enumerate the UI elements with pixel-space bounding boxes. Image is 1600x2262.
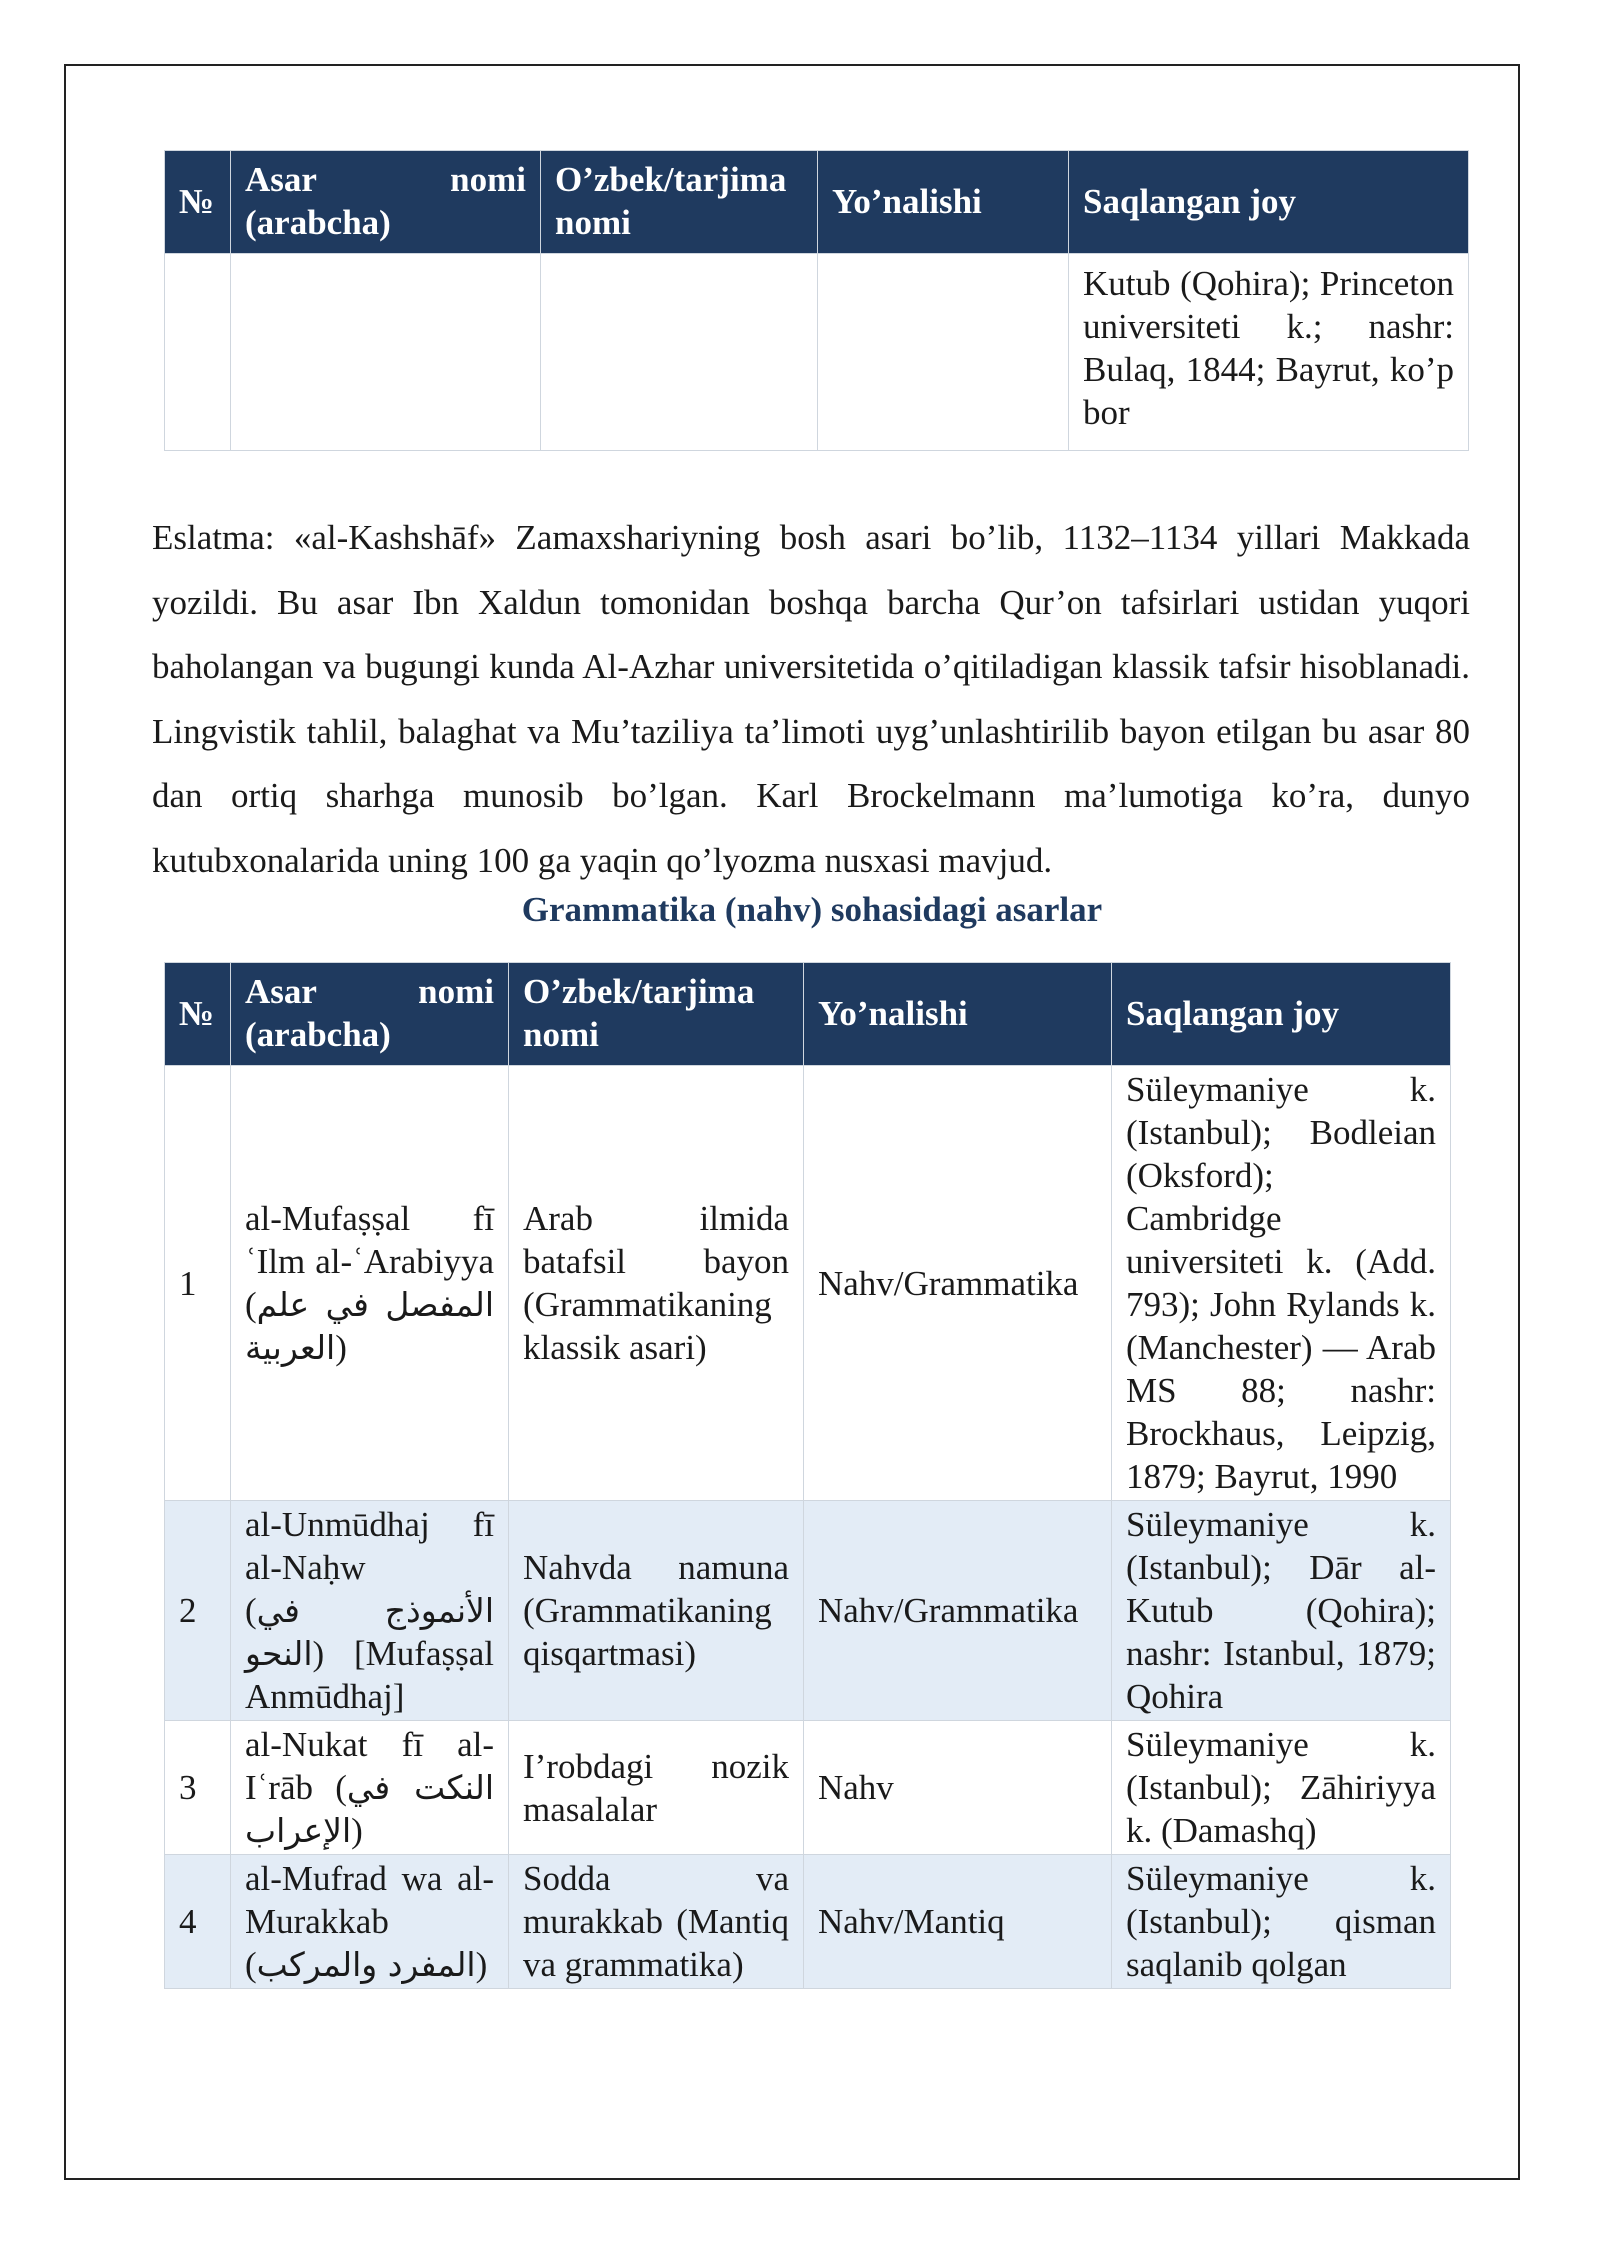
work-name-tail: ) [Mufaṣṣal Anmūdhaj]: [245, 1634, 494, 1716]
table-row: [165, 1066, 1451, 1501]
cell-location: Kutub (Qohira); Princeton universiteti k.; nashr: Bulaq, 1844; Bayrut, ko’p bor: [1069, 254, 1469, 451]
cell-number: 3: [165, 1721, 231, 1855]
cell-work-name: [231, 1066, 509, 1501]
col-header-number: №: [165, 151, 231, 254]
col-header-translation: O’zbek/tarjima nomi: [541, 151, 818, 254]
table-row: [165, 1855, 1451, 1989]
col-header-number: №: [165, 963, 231, 1066]
cell-work-name: [231, 1721, 509, 1855]
works-table-continued: [164, 150, 1469, 451]
work-name-tail: ): [351, 1811, 363, 1850]
cell-work-name: [231, 1501, 509, 1721]
cell-translation: I’robdagi nozik masalalar: [509, 1721, 804, 1855]
work-name-latin: al-Nukat fī al-Iʿrāb (: [245, 1725, 494, 1807]
table-row: [165, 254, 1469, 451]
col-header-location: Saqlangan joy: [1112, 963, 1451, 1066]
cell-direction: Nahv/Grammatika: [804, 1066, 1112, 1501]
work-name-arabic: الأنموذج في النحو: [245, 1591, 494, 1673]
work-name-latin: al-Mufrad wa al-Murakkab (: [245, 1859, 494, 1984]
table-row: [165, 1501, 1451, 1721]
cell-translation: Arab ilmida batafsil bayon (Grammatikaning klassik asari): [509, 1066, 804, 1501]
table-header-row: [165, 151, 1469, 254]
col-header-location: Saqlangan joy: [1069, 151, 1469, 254]
note-paragraph: Eslatma: «al-Kashshāf» Zamaxshariyning bosh asari bo’lib, 1132–1134 yillari Makkada yozildi. Bu asar Ibn Xaldun tomonidan boshqa barcha Qur’on tafsirlari ustidan yuqori baholangan va bugungi kunda Al-Azhar universitetida o’qitiladigan klassik tafsir hisoblanadi. Lingvistik tahlil, balaghat va Mu’taziliya ta’limoti uyg’unlashtirilib bayon etilgan bu asar 80 dan ortiq sharhga munosib bo’lgan. Karl Brockelmann ma’lumotiga ko’ra, dunyo kutubxonalarida uning 100 ga yaqin qo’lyozma nusxasi mavjud.: [152, 518, 1470, 880]
col-header-work-name: Asar nomi (arabcha): [231, 151, 541, 254]
cell-direction: Nahv: [804, 1721, 1112, 1855]
cell-location: Süleymaniye k. (Istanbul); Zāhiriyya k. (Damashq): [1112, 1721, 1451, 1855]
cell-translation: Nahvda namuna (Grammatikaning qisqartmasi): [509, 1501, 804, 1721]
cell-translation: [541, 254, 818, 451]
cell-number: 4: [165, 1855, 231, 1989]
cell-work-name: [231, 1855, 509, 1989]
cell-translation: Sodda va murakkab (Mantiq va grammatika): [509, 1855, 804, 1989]
work-name-tail: ): [475, 1945, 488, 1984]
cell-number: 2: [165, 1501, 231, 1721]
cell-location: Süleymaniye k. (Istanbul); Dār al-Kutub (Qohira); nashr: Istanbul, 1879; Qohira: [1112, 1501, 1451, 1721]
cell-work-name: [231, 254, 541, 451]
cell-location: Süleymaniye k. (Istanbul); Bodleian (Oksford); Cambridge universiteti k. (Add. 793); John Rylands k. (Manchester) — Arab MS 88; nashr: Brockhaus, Leipzig, 1879; Bayrut, 1990: [1112, 1066, 1451, 1501]
cell-location: Süleymaniye k. (Istanbul); qisman saqlanib qolgan: [1112, 1855, 1451, 1989]
col-header-direction: Yo’nalishi: [804, 963, 1112, 1066]
col-header-direction: Yo’nalishi: [818, 151, 1069, 254]
work-name-latin: al-Mufaṣṣal fī ʿIlm al-ʿArabiyya (: [245, 1199, 494, 1324]
table-row: [165, 1721, 1451, 1855]
work-name-arabic: المفرد والمركب: [256, 1945, 476, 1984]
work-name-arabic: النكت في الإعراب: [245, 1768, 494, 1850]
section-heading: Grammatika (nahv) sohasidagi asarlar: [521, 890, 1103, 929]
work-name-tail: ): [335, 1328, 347, 1367]
cell-direction: Nahv/Grammatika: [804, 1501, 1112, 1721]
table-header-row: [165, 963, 1451, 1066]
cell-number: 1: [165, 1066, 231, 1501]
cell-number: [165, 254, 231, 451]
grammar-works-table: [164, 962, 1451, 1989]
cell-direction: [818, 254, 1069, 451]
col-header-translation: O’zbek/tarjima nomi: [509, 963, 804, 1066]
work-name-latin: al-Unmūdhaj fī al-Naḥw (: [245, 1505, 494, 1630]
work-name-arabic: المفصل في علم العربية: [245, 1285, 494, 1367]
col-header-work-name: Asar nomi (arabcha): [231, 963, 509, 1066]
cell-direction: Nahv/Mantiq: [804, 1855, 1112, 1989]
